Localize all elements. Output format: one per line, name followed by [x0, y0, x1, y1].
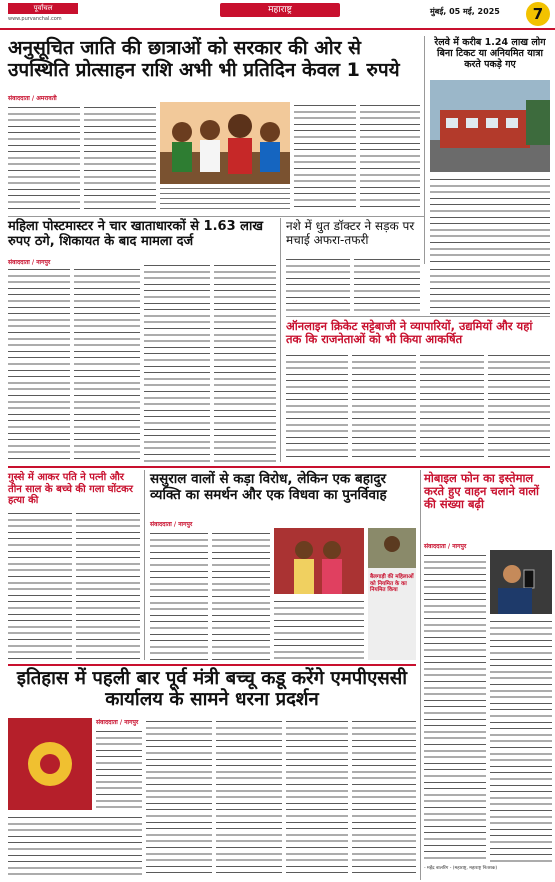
rule-2 [286, 316, 550, 317]
story7-byline: संवाददाता / नागपुर [150, 521, 193, 528]
story1-col2 [84, 104, 156, 212]
story3-col1 [8, 266, 70, 462]
story5-col1 [286, 352, 348, 462]
story1-headline: अनुसूचित जाति की छात्राओं को सरकार की ओर से उपस्थिति प्रोत्साहन राशि अभी भी प्रतिदिन केवल 1 रुपये [8, 37, 400, 81]
story7-col2 [212, 530, 270, 660]
rule-4 [8, 664, 416, 666]
story3-col3b [144, 262, 210, 462]
story5-col4 [488, 352, 550, 462]
story2-col1 [430, 176, 550, 262]
story7-wedding-photo [274, 528, 364, 594]
story7-col1 [150, 530, 208, 660]
inset-text: बैलगाड़ी की महिलाओं को नियमित के का नियमित किया [370, 574, 414, 594]
divider-s8 [420, 470, 421, 880]
story1-illustration [160, 102, 290, 184]
story6-col2 [76, 510, 140, 660]
story9-headline: इतिहास में पहली बार पूर्व मंत्री बच्चू कडू करेंगे एमपीएससी कार्यालय के सामने धरना प्रदर्शन [16, 668, 408, 711]
story8-headline: मोबाइल फोन का इस्तेमाल करते हुए वाहन चलाने वालों की संख्या बढ़ी [424, 471, 540, 512]
story7-col3 [274, 598, 364, 660]
story2-train-photo [430, 80, 550, 172]
story4-headline: नशे में धुत डॉक्टर ने सड़क पर मचाई अफरा-तफरी [286, 219, 415, 247]
story9-photo [8, 718, 92, 810]
section-label: महाराष्ट्र [220, 3, 340, 17]
story5-col3 [420, 352, 484, 462]
divider-s6 [144, 470, 145, 660]
story7-headline: ससुराल वालों से कड़ा विरोध, लेकिन एक बहादुर व्यक्ति का समर्थन और एक विधवा का पुनर्विवाह [150, 471, 387, 503]
story9-col3 [216, 718, 282, 878]
phone-driving-photo [490, 550, 552, 614]
wedding-photo [274, 528, 364, 594]
story1-col1 [8, 104, 80, 212]
story6-col1 [8, 510, 72, 660]
story1-col4 [360, 102, 420, 212]
rule-1 [8, 216, 424, 217]
story5-headline: ऑनलाइन क्रिकेट सट्टेबाजी ने व्यापारियों, उद्यमियों और यहां तक कि राजनेताओं को भी किया आकर्षित [286, 319, 533, 347]
story4-col1 [286, 256, 350, 312]
story9-col4 [286, 718, 348, 878]
story9-col5 [352, 718, 416, 878]
story3-byline: संवाददाता / नागपुर [8, 259, 51, 266]
story3-headline: महिला पोस्टमास्टर ने चार खाताधारकों से 1.63 लाख रुपए ठगे, शिकायत के बाद मामला दर्ज [8, 219, 263, 249]
story9-col1 [8, 814, 142, 878]
story8-photo [490, 550, 552, 614]
issue-date: मुंबई, 05 मई, 2025 [430, 7, 500, 16]
divider-mid [280, 218, 281, 462]
story1-col3 [294, 102, 356, 212]
story1-caption [160, 186, 290, 210]
rule-3 [8, 466, 550, 468]
page-header [0, 0, 555, 30]
brand-url: www.purvanchal.com [8, 16, 62, 22]
story2-headline: रेलवे में करीब 1.24 लाख लोग बिना टिकट या अनियमित यात्रा करते पकड़े गए [434, 37, 546, 70]
story8-col1 [424, 552, 486, 862]
story9-byline: संवाददाता / नागपुर [96, 719, 139, 726]
story6-headline: गुस्से में आकर पति ने पत्नी और तीन साल के बच्चे की गला घोंटकर हत्या की [8, 472, 133, 506]
inset-photo [368, 528, 416, 568]
students-illustration [160, 102, 290, 184]
story2-col2 [430, 266, 550, 316]
story1-byline: संवाददाता / अमरावती [8, 95, 57, 102]
story3-col4 [214, 262, 276, 462]
story8-col2 [490, 618, 552, 862]
story8-credit: - महेंद्र बालरिंग - (महाराष्ट्र, महाराष्ट्र नितशक) [424, 866, 498, 871]
story9-col0 [96, 728, 142, 810]
story7-inset [368, 528, 416, 660]
train-photo [430, 80, 550, 172]
story8-byline: संवाददाता / नागपुर [424, 543, 467, 550]
story9-col2 [146, 718, 212, 878]
page-number: 7 [526, 2, 550, 26]
story4-col2 [354, 256, 420, 312]
leader-photo [8, 718, 92, 810]
story3-col2 [74, 266, 140, 462]
brand-logo: पूर्वांचल [8, 3, 78, 14]
story5-col2 [352, 352, 416, 462]
